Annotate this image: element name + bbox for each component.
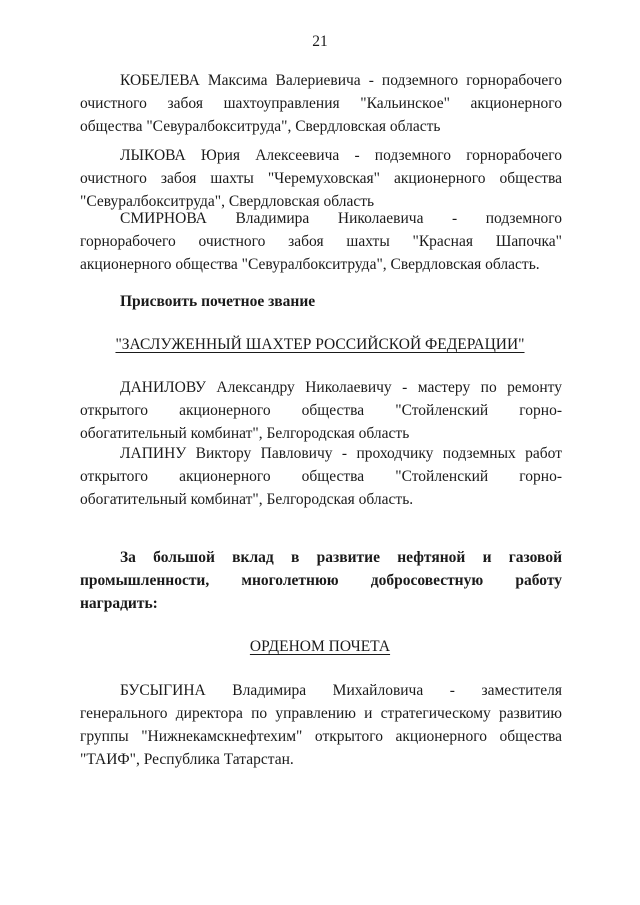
entry-line: обогатительный комбинат", Белгородская область.	[80, 491, 414, 508]
entry-line: очистного забоя шахтоуправления "Кальинское" акционерного	[80, 95, 562, 112]
entry-line: открытого акционерного общества "Стойленский горно-	[80, 468, 562, 485]
entry-line: генерального директора по управлению и стратегическому развитию	[80, 705, 562, 722]
intro-line: наградить:	[80, 595, 158, 612]
entry-line: СМИРНОВА Владимира Николаевича - подземного	[120, 210, 562, 227]
entry-line: очистного забоя шахты "Черемуховская" акционерного общества	[80, 170, 562, 187]
entry-line: КОБЕЛЕВА Максима Валериевича - подземного горнорабочего	[120, 72, 562, 89]
award-entry-busygin	[80, 679, 562, 771]
entry-line: горнорабочего очистного забоя шахты "Красная Шапочка"	[80, 233, 562, 250]
section-intro-oil-gas	[80, 546, 562, 615]
entry-line: общества "Севуралбокситруда", Свердловская область	[80, 118, 441, 135]
entry-line: группы "Нижнекамскнефтехим" открытого акционерного общества	[80, 728, 562, 745]
page-number: 21	[312, 33, 328, 50]
award-entry-smirnova	[80, 207, 562, 276]
award-entry-lapin	[80, 442, 562, 511]
entry-line: обогатительный комбинат", Белгородская область	[80, 425, 410, 442]
section-title-honored-miner: "ЗАСЛУЖЕННЫЙ ШАХТЕР РОССИЙСКОЙ ФЕДЕРАЦИИ"	[115, 336, 525, 353]
entry-line: БУСЫГИНА Владимира Михайловича - заместителя	[120, 682, 562, 699]
section-intro-honorary-title	[80, 290, 562, 313]
award-entry-lykova	[80, 144, 562, 213]
intro-line: За большой вклад в развитие нефтяной и газовой	[120, 549, 562, 566]
intro-line: промышленности, многолетнюю добросовестную работу	[80, 572, 562, 589]
intro-line: Присвоить почетное звание	[120, 293, 316, 310]
entry-line: открытого акционерного общества "Стойленский горно-	[80, 402, 562, 419]
award-entry-danilov	[80, 376, 562, 445]
entry-line: акционерного общества "Севуралбокситруда", Свердловская область.	[80, 256, 540, 273]
entry-line: ДАНИЛОВУ Александру Николаевичу - мастеру по ремонту	[120, 379, 562, 396]
entry-line: ЛЫКОВА Юрия Алексеевича - подземного горнорабочего	[120, 147, 562, 164]
entry-line: "ТАИФ", Республика Татарстан.	[80, 751, 294, 768]
entry-line: "Севуралбокситруда", Свердловская область	[80, 193, 375, 210]
section-title-order-of-honor: ОРДЕНОМ ПОЧЕТА	[249, 638, 391, 655]
entry-line: ЛАПИНУ Виктору Павловичу - проходчику подземных работ	[120, 445, 562, 462]
award-entry-kobeleva	[80, 69, 562, 138]
